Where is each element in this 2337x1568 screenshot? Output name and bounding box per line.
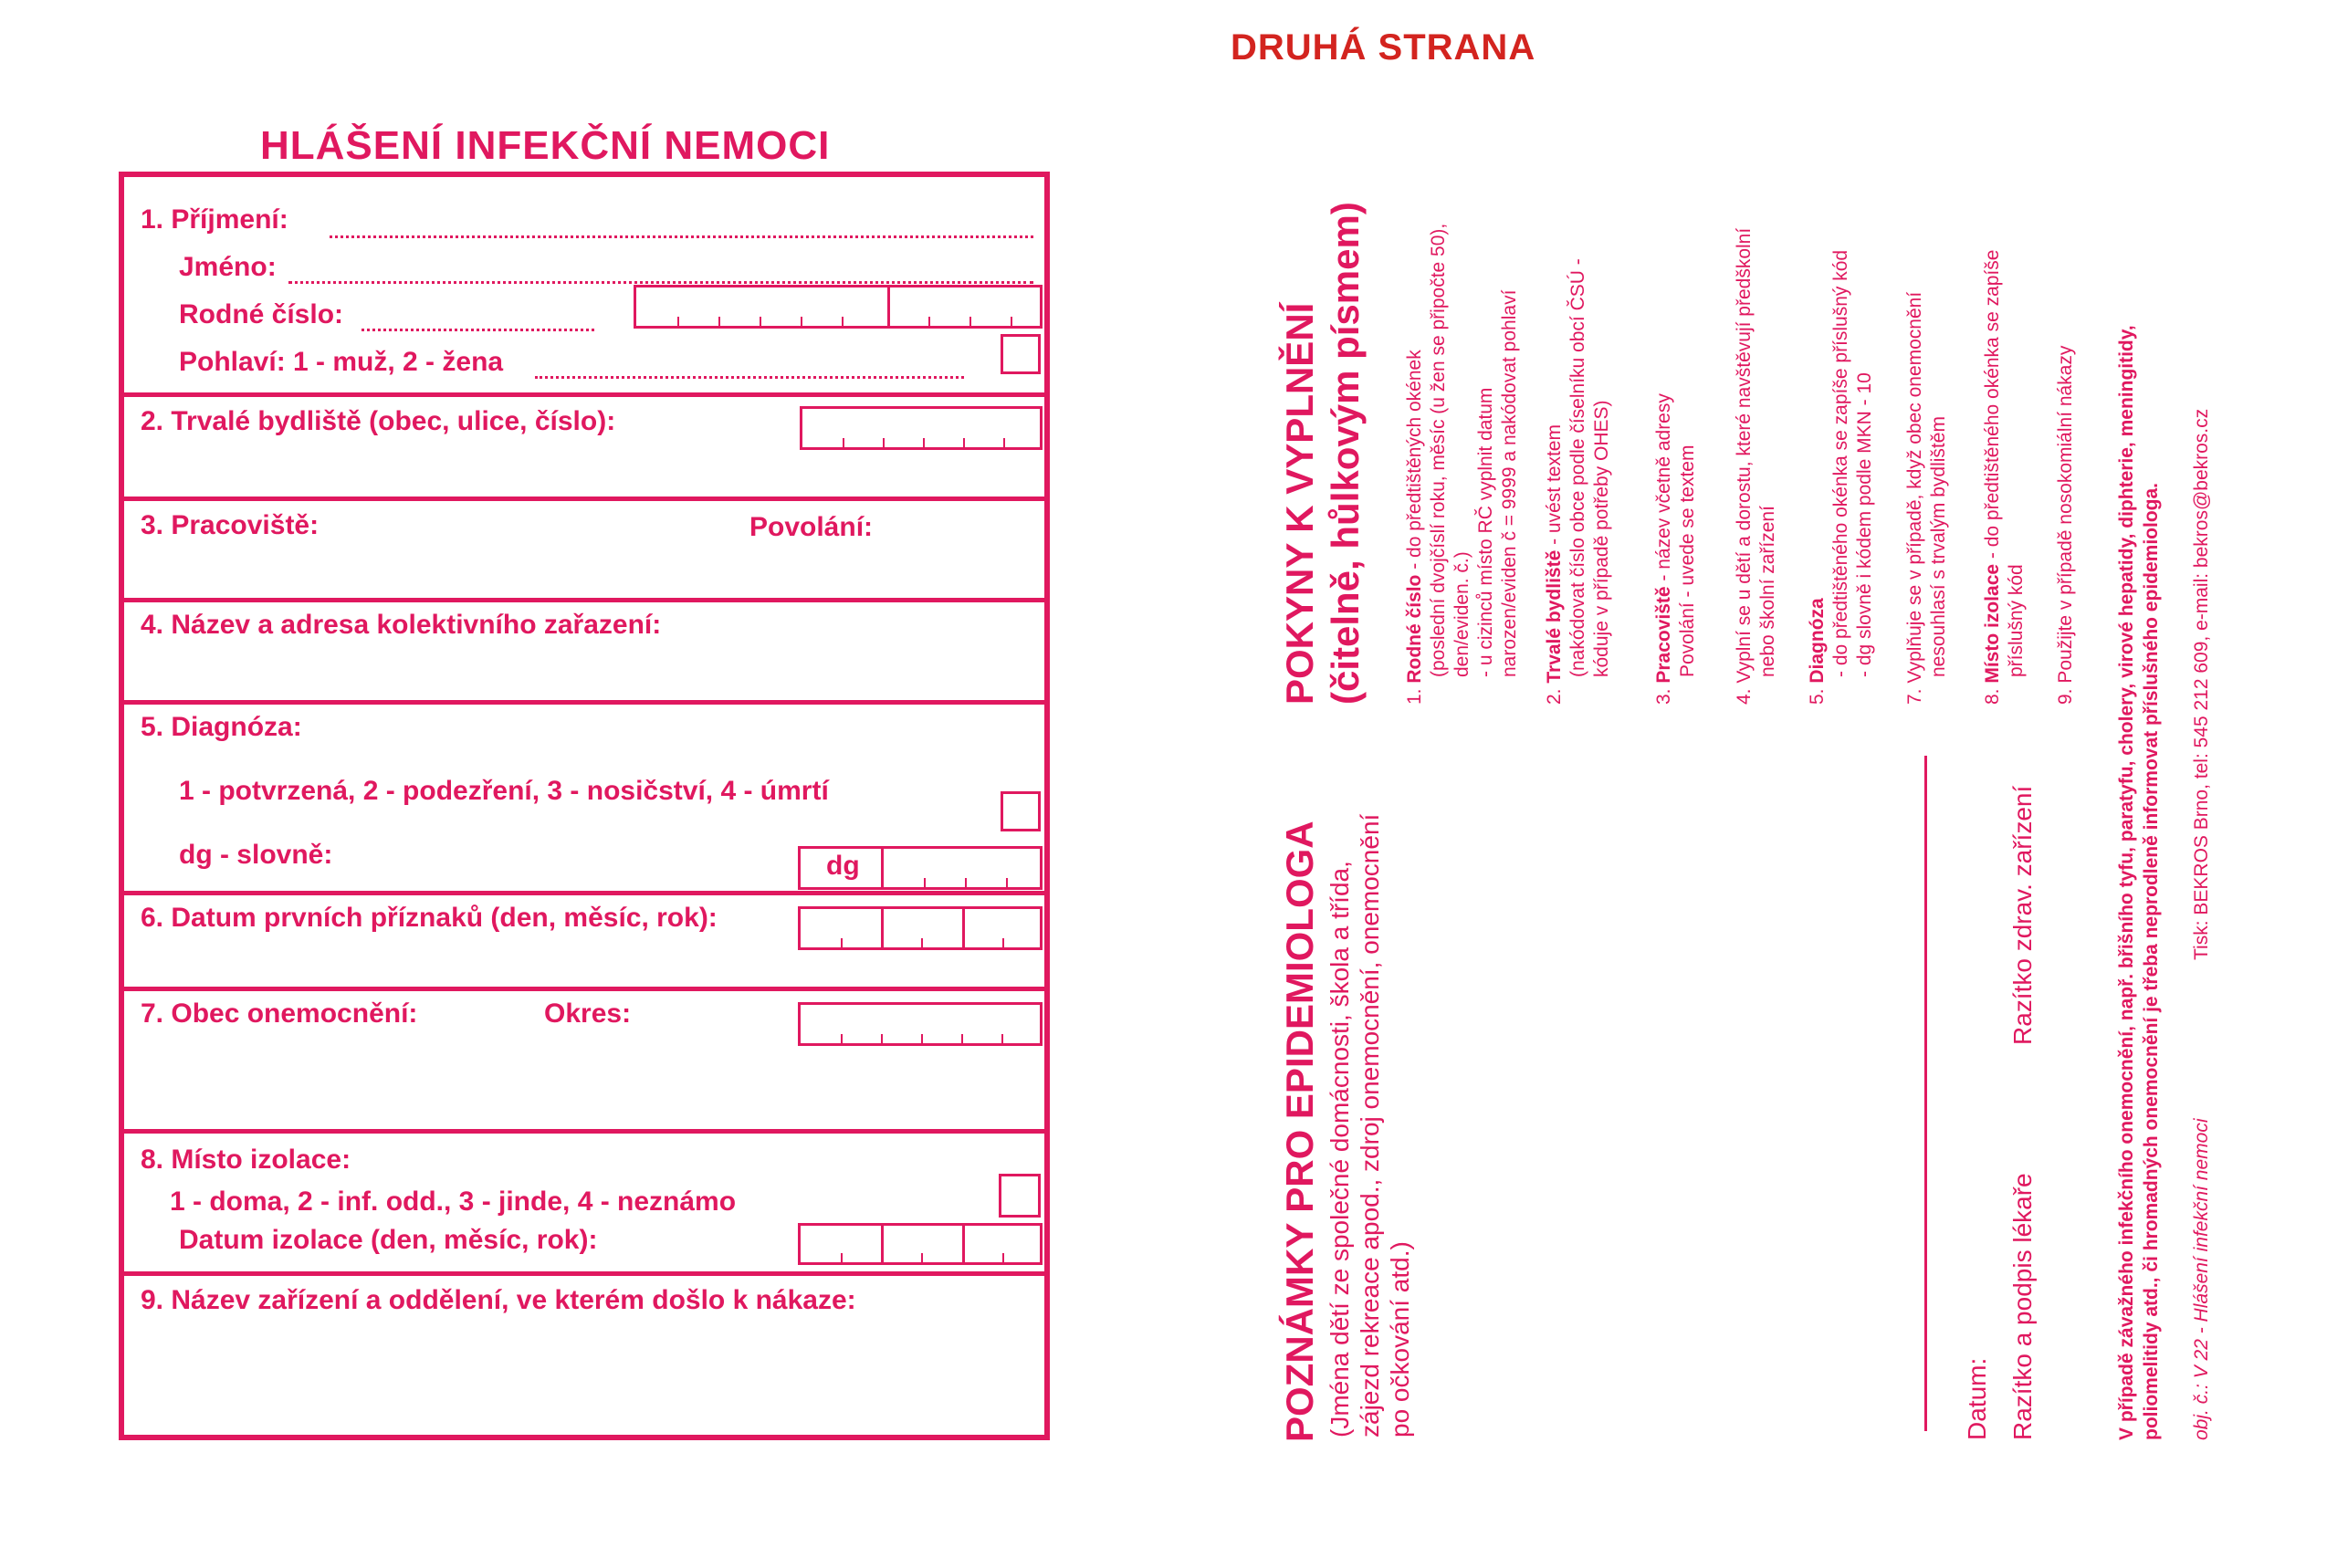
section-collective xyxy=(124,598,1044,703)
doctor-stamp-label: Razítko a podpis lékaře xyxy=(2008,1173,2037,1440)
isolation-options: 1 - doma, 2 - inf. odd., 3 - jinde, 4 - neznámo xyxy=(170,1186,737,1217)
dg-label: dg xyxy=(826,851,860,881)
name-label: Jméno: xyxy=(179,252,277,282)
section-residence xyxy=(124,392,1044,497)
instruction-8: 8. Místo izolace - do předtištěného okénka se zapíše příslušný kód xyxy=(1982,249,2027,705)
section-first-symptoms xyxy=(124,891,1044,988)
instruction-3: 3. Pracoviště - název včetně adresy Povolání - uvede se textem xyxy=(1653,393,1698,705)
instruction-5: 5. Diagnóza - do předtištěného okénka se zapíše příslušný kód - dg slovně i kódem podle MKN - 10 xyxy=(1807,249,1875,705)
instruction-2: 2. Trvalé bydliště - uvést textem (nakódovat číslo obce podle číselníku obcí ČSÚ - kóduje v případě potřeby OHES) xyxy=(1544,258,1612,705)
epi-note-1: (Jména dětí ze společné domácnosti, škola a třída, xyxy=(1326,861,1354,1437)
instruction-1: 1. Rodné číslo - do předtištěných okének (poslední dvojčíslí roku, měsíc (u žen se připočte 50), den/eviden. č.) - u cizinců místo RČ vyplnit datum narozen/eviden č = 9999 a nakódovat pohlaví xyxy=(1404,223,1520,705)
residence-label: 2. Trvalé bydliště (obec, ulice, číslo): xyxy=(141,406,616,436)
name-field[interactable] xyxy=(288,281,1033,284)
residence-code-boxes[interactable] xyxy=(800,406,1043,450)
birth-number-label: Rodné číslo: xyxy=(179,299,344,329)
instruction-9: 9. Použijte v případě nosokomiální nákazy xyxy=(2055,345,2076,705)
diagnosis-options: 1 - potvrzená, 2 - podezření, 3 - nosičství, 4 - úmrtí xyxy=(179,776,829,806)
infection-facility-label: 9. Název zařízení a oddělení, ve kterém došlo k nákaze: xyxy=(141,1285,856,1315)
isolation-date-boxes[interactable] xyxy=(798,1223,1043,1265)
form-title: HLÁŠENÍ INFEKČNÍ NEMOCI xyxy=(260,123,831,168)
epi-note-3: po očkování atd.) xyxy=(1386,1241,1414,1437)
instruction-4: 4. Vyplní se u dětí a dorostu, které navštěvují předškolní nebo školní zařízení xyxy=(1734,227,1778,705)
footer-order: obj. č.: V 22 - Hlášení infekční nemoci xyxy=(2191,1118,2212,1440)
illness-town-code-boxes[interactable] xyxy=(798,1002,1043,1046)
epi-note-2: zájezd rekreace apod., zdroj onemocnění, onemocnění xyxy=(1356,813,1384,1437)
diagnosis-label: 5. Diagnóza: xyxy=(141,712,302,742)
diagnosis-code-boxes[interactable] xyxy=(798,846,1043,890)
diagnosis-type-box[interactable] xyxy=(1001,791,1041,831)
surname-label: 1. Příjmení: xyxy=(141,204,288,235)
birth-number-boxes[interactable] xyxy=(634,285,1043,329)
facility-stamp-label: Razítko zdrav. zařízení xyxy=(2008,785,2037,1045)
instructions-title: POKYNY K VYPLNĚNÍ xyxy=(1278,302,1321,705)
first-symptoms-label: 6. Datum prvních příznaků (den, měsíc, rok): xyxy=(141,903,718,933)
footer-print: Tisk: BEKROS Brno, tel: 545 212 609, e-mail: bekros@bekros.cz xyxy=(2191,408,2212,960)
warning-line-2: poliomelitidy atd., či hromadných onemocnění je třeba neprodleně informovat příslušného epidemiologa. xyxy=(2141,483,2162,1440)
isolation-label: 8. Místo izolace: xyxy=(141,1145,351,1175)
sex-box[interactable] xyxy=(1001,334,1041,374)
epi-title: POZNÁMKY PRO EPIDEMIOLOGA xyxy=(1278,821,1321,1442)
sex-dots xyxy=(535,376,964,379)
date-label: Datum: xyxy=(1963,1357,1991,1440)
surname-field[interactable] xyxy=(330,235,1033,238)
illness-town-label: 7. Obec onemocnění: xyxy=(141,998,418,1029)
isolation-date-label: Datum izolace (den, měsíc, rok): xyxy=(179,1225,598,1255)
warning-line-1: V případě závažného infekčního onemocnění, např. břišního tyfu, paratyfu, cholery, virové hepatidy, diphterie, meningitidy, xyxy=(2116,325,2137,1440)
sex-label: Pohlaví: 1 - muž, 2 - žena xyxy=(179,347,504,377)
instruction-7: 7. Vyplňuje se v případě, když obec onemocnění nesouhlasí s trvalým bydlištěm xyxy=(1904,291,1949,705)
collective-label: 4. Název a adresa kolektivního zařazení: xyxy=(141,610,662,640)
diagnosis-verbal-label: dg - slovně: xyxy=(179,840,333,870)
signature-divider xyxy=(1924,756,1927,1431)
section-diagnosis xyxy=(124,700,1044,892)
section-isolation xyxy=(124,1129,1044,1272)
isolation-place-box[interactable] xyxy=(999,1174,1041,1218)
instructions-subtitle: (čitelně, hůlkovým písmem) xyxy=(1324,202,1367,705)
section-infection-facility xyxy=(124,1271,1044,1436)
section-illness-town xyxy=(124,987,1044,1130)
section-workplace xyxy=(124,497,1044,601)
workplace-label: 3. Pracoviště: xyxy=(141,510,320,540)
back-side-label: DRUHÁ STRANA xyxy=(1231,27,1536,68)
district-label: Okres: xyxy=(544,998,632,1029)
first-symptoms-date-boxes[interactable] xyxy=(798,906,1043,950)
form-box xyxy=(119,172,1050,1440)
occupation-label: Povolání: xyxy=(749,512,874,542)
birth-number-dots xyxy=(362,329,594,331)
